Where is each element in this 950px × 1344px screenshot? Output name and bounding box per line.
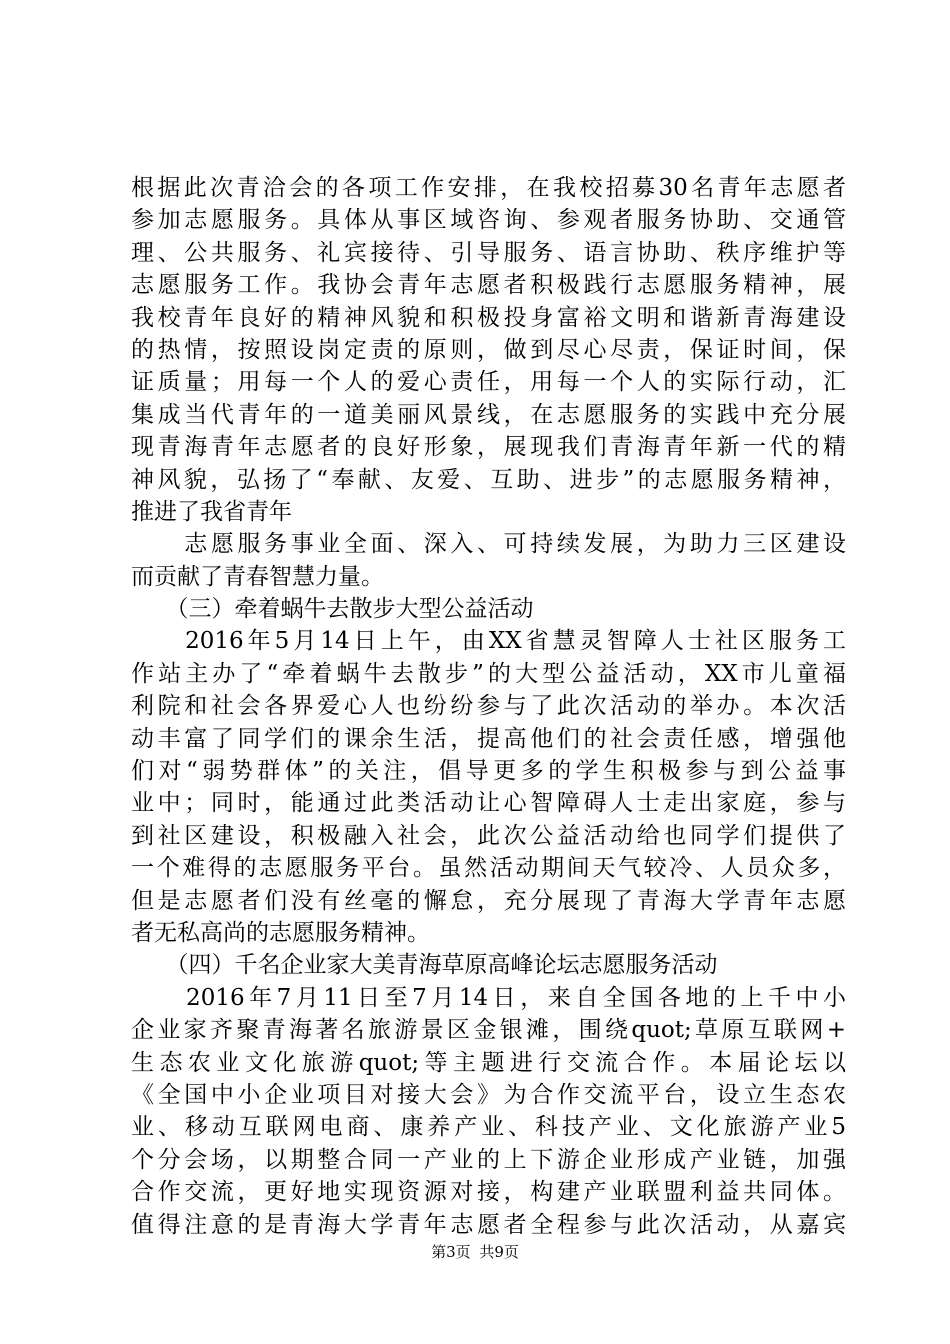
- text-line: 业、移动互联网电商、康养产业、科技产业、文化旅游产业5: [131, 1114, 846, 1141]
- text-line: 2016年5月14日上午，由XX省慧灵智障人士社区服务工: [131, 628, 846, 655]
- text-line: 一个难得的志愿服务平台。虽然活动期间天气较冷、人员众多，: [131, 855, 846, 882]
- text-line: 利院和社会各界爱心人也纷纷参与了此次活动的举办。本次活: [131, 693, 846, 720]
- text-line: 参加志愿服务。具体从事区域咨询、参观者服务协助、交通管: [131, 207, 846, 234]
- text-line: 理、公共服务、礼宾接待、引导服务、语言协助、秩序维护等: [131, 239, 846, 266]
- text-line: 集成当代青年的一道美丽风景线，在志愿服务的实践中充分展: [131, 401, 846, 428]
- text-line: 我校青年良好的精神风貌和积极投身富裕文明和谐新青海建设: [131, 304, 846, 331]
- text-line: 而贡献了青春智慧力量。: [131, 563, 384, 590]
- text-line: 企业家齐聚青海著名旅游景区金银滩，围绕quot;草原互联网+: [131, 1017, 846, 1044]
- text-line: 但是志愿者们没有丝毫的懈怠，充分展现了青海大学青年志愿: [131, 887, 846, 914]
- text-line: 2016年7月11日至7月14日，来自全国各地的上千中小: [131, 984, 846, 1011]
- page-number: 第3页: [431, 1243, 471, 1261]
- page-footer: [0, 1242, 950, 1262]
- text-line: 值得注意的是青海大学青年志愿者全程参与此次活动，从嘉宾: [131, 1211, 846, 1238]
- text-line: 到社区建设，积极融入社会，此次公益活动给也同学们提供了: [131, 822, 846, 849]
- text-line: （四）千名企业家大美青海草原高峰论坛志愿服务活动: [131, 952, 718, 979]
- page-total: 共9页: [479, 1243, 519, 1261]
- text-line: 生态农业文化旅游quot;等主题进行交流合作。本届论坛以: [131, 1049, 846, 1076]
- text-line: 个分会场，以期整合同一产业的上下游企业形成产业链，加强: [131, 1146, 846, 1173]
- text-line: 神风貌，弘扬了“奉献、友爱、互助、进步”的志愿服务精神，: [131, 466, 846, 493]
- text-line: 作站主办了“牵着蜗牛去散步”的大型公益活动，XX市儿童福: [131, 660, 846, 687]
- text-line: 证质量；用每一个人的爱心责任，用每一个人的实际行动，汇: [131, 369, 846, 396]
- text-line: 们对“弱势群体”的关注，倡导更多的学生积极参与到公益事: [131, 758, 846, 785]
- text-line: 《全国中小企业项目对接大会》为合作交流平台，设立生态农: [131, 1081, 846, 1108]
- text-line: 现青海青年志愿者的良好形象，展现我们青海青年新一代的精: [131, 434, 846, 461]
- text-line: 根据此次青洽会的各项工作安排，在我校招募30名青年志愿者: [131, 175, 846, 201]
- text-line: 推进了我省青年: [131, 498, 292, 525]
- text-line: 动丰富了同学们的课余生活，提高他们的社会责任感，增强他: [131, 725, 846, 752]
- text-line: 业中；同时，能通过此类活动让心智障碍人士走出家庭，参与: [131, 790, 846, 817]
- text-line: 者无私高尚的志愿服务精神。: [131, 919, 430, 946]
- text-line: （三）牵着蜗牛去散步大型公益活动: [131, 596, 534, 623]
- text-line: 志愿服务事业全面、深入、可持续发展，为助力三区建设: [131, 531, 846, 558]
- text-line: 合作交流，更好地实现资源对接，构建产业联盟利益共同体。: [131, 1179, 846, 1206]
- text-line: 的热情，按照设岗定责的原则，做到尽心尽责，保证时间，保: [131, 336, 846, 363]
- text-line: 志愿服务工作。我协会青年志愿者积极践行志愿服务精神，展: [131, 272, 846, 299]
- document-body: [131, 172, 846, 1241]
